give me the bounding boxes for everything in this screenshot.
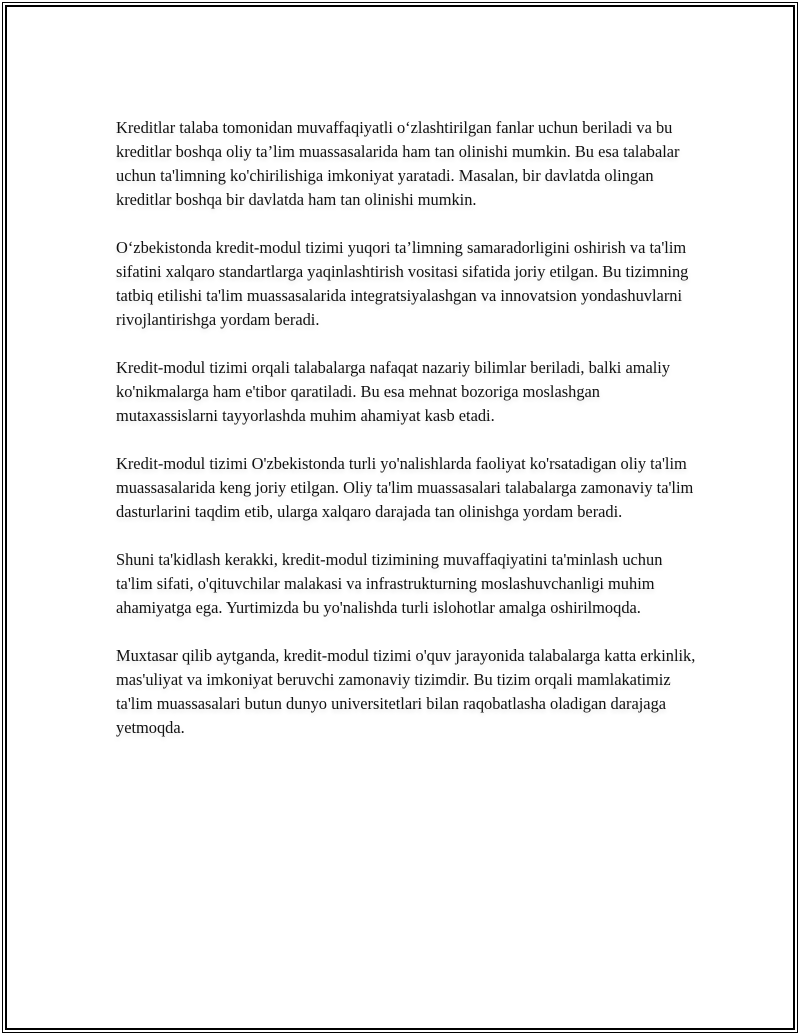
paragraph-3: Kredit-modul tizimi orqali talabalarga nafaqat nazariy bilimlar beriladi, balki amaliy ko'nikmalarga ham e'tibor qaratiladi. Bu esa mehnat bozoriga moslashgan mutaxassislarni tayyorlashda muhim ahamiyat kasb etadi. bbox=[116, 358, 671, 425]
paragraph-1: Kreditlar talaba tomonidan muvaffaqiyatli o‘zlashtirilgan fanlar uchun beriladi va bu kreditlar boshqa oliy ta’lim muassasalarida ham tan olinishi mumkin. Bu esa talabalar uchun ta'limning ko'chirilishiga imkoniyat yaratadi. Masalan, bir davlatda olingan kreditlar boshqa bir davlatda ham tan olinishi mumkin. bbox=[116, 118, 680, 209]
document-body bbox=[116, 116, 696, 764]
paragraph-5: Shuni ta'kidlash kerakki, kredit-modul tizimining muvaffaqiyatini ta'minlash uchun ta'lim sifati, o'qituvchilar malakasi va infrastrukturning moslashuvchanligi muhim ahamiyatga ega. Yurtimizda bu yo'nalishda turli islohotlar amalga oshirilmoqda. bbox=[116, 550, 663, 617]
paragraph-2: O‘zbekistonda kredit-modul tizimi yuqori ta’limning samaradorligini oshirish va ta'lim sifatini xalqaro standartlarga yaqinlashtirish vositasi sifatida joriy etilgan. Bu tizimning tatbiq etilishi ta'lim muassasalarida integratsiyalashgan va innovatsion yondashuvlarni rivojlantirishga yordam beradi. bbox=[116, 238, 689, 329]
paragraph-6: Muxtasar qilib aytganda, kredit-modul tizimi o'quv jarayonida talabalarga katta erkinlik, mas'uliyat va imkoniyat beruvchi zamonaviy tizimdir. Bu tizim orqali mamlakatimiz ta'lim muassasalari butun dunyo universitetlari bilan raqobatlasha oladigan darajaga yetmoqda. bbox=[116, 646, 696, 737]
paragraph-4: Kredit-modul tizimi O'zbekistonda turli yo'nalishlarda faoliyat ko'rsatadigan oliy ta'lim muassasalarida keng joriy etilgan. Oliy ta'lim muassasalari talabalarga zamonaviy ta'lim dasturlarini taqdim etib, ularga xalqaro darajada tan olinishga yordam beradi. bbox=[116, 454, 694, 521]
